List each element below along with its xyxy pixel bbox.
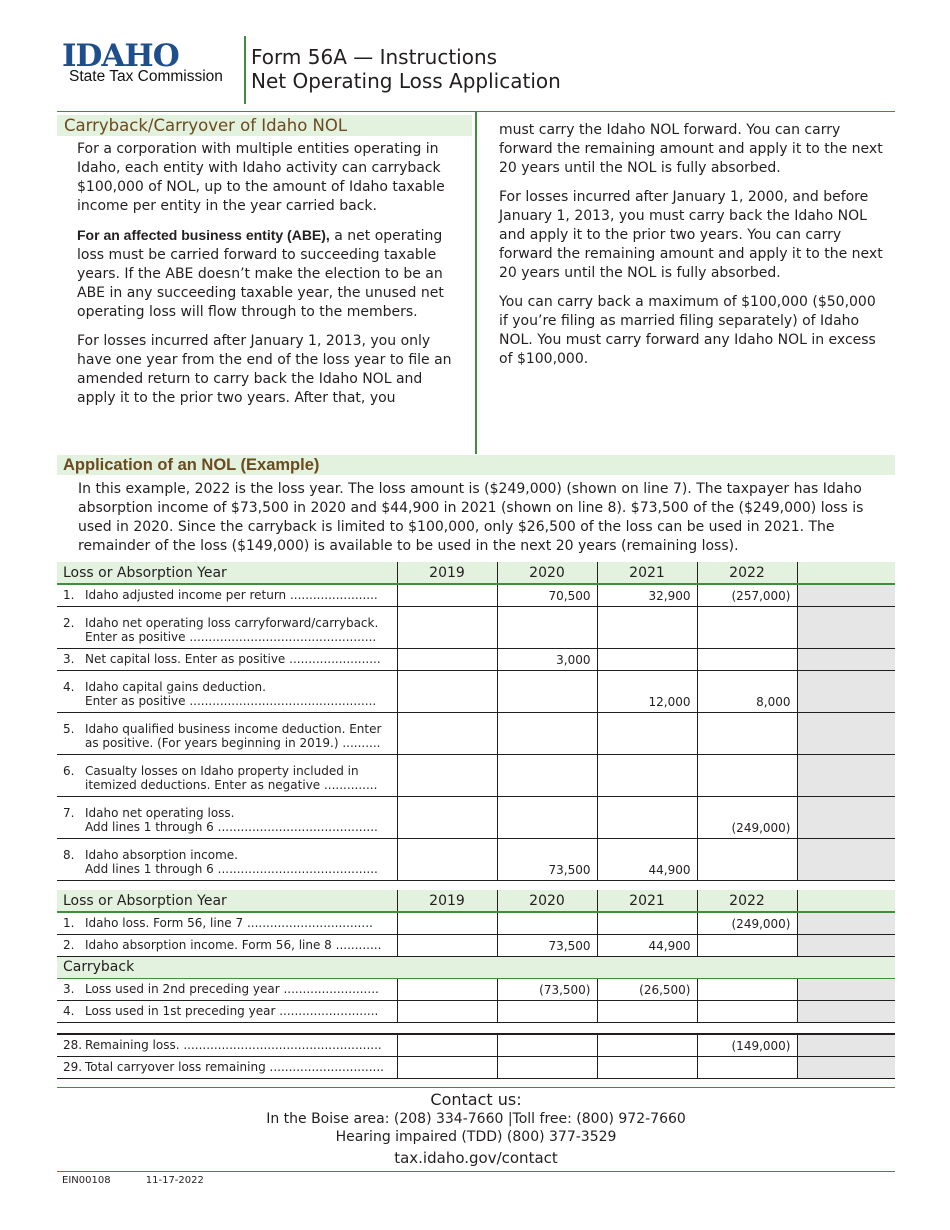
row-label-text: Idaho net operating loss carryforward/carryback. bbox=[85, 615, 379, 630]
row-label bbox=[57, 1000, 397, 1022]
row-label-text: Idaho adjusted income per return ....................... bbox=[85, 587, 378, 602]
amount-cell bbox=[497, 796, 597, 838]
right-column-text bbox=[499, 121, 884, 379]
row-label-text: Idaho qualified business income deduction. Enter bbox=[85, 721, 382, 736]
amount-cell bbox=[597, 912, 697, 934]
amount-cell bbox=[397, 754, 497, 796]
line-number: 4. bbox=[63, 1003, 75, 1018]
row-label bbox=[57, 606, 397, 648]
amount-cell bbox=[597, 712, 697, 754]
logo-wordmark: IDAHO bbox=[62, 38, 179, 74]
column-header-year-label: Loss or Absorption Year bbox=[57, 890, 397, 912]
amount-cell bbox=[397, 712, 497, 754]
row-label-text: Idaho net operating loss. bbox=[85, 805, 235, 820]
row-label-text: Casualty losses on Idaho property included in bbox=[85, 763, 359, 778]
row-label bbox=[57, 670, 397, 712]
table-row bbox=[57, 1056, 895, 1078]
row-label-text: Idaho loss. Form 56, line 7 ................................. bbox=[85, 915, 373, 930]
amount-cell bbox=[697, 712, 797, 754]
contact-block bbox=[57, 1090, 895, 1167]
revision-date: 11-17-2022 bbox=[145, 1175, 204, 1186]
table-row bbox=[57, 754, 895, 796]
line-number: 3. bbox=[63, 651, 75, 666]
amount-cell: 8,000 bbox=[697, 670, 797, 712]
paragraph-after-2013: For losses incurred after January 1, 2013, you only have one year from the end of the loss year to file an amended return to carry back the Idaho NOL and apply it to the prior two years. After that, you bbox=[77, 333, 452, 406]
row-label-text: Enter as positive ................................................. bbox=[85, 693, 377, 708]
row-label-text: Idaho capital gains deduction. bbox=[85, 679, 266, 694]
amount-cell bbox=[397, 978, 497, 1000]
row-label bbox=[57, 978, 397, 1000]
amount-cell bbox=[597, 1000, 697, 1022]
row-label bbox=[57, 648, 397, 670]
left-column-text bbox=[77, 140, 457, 418]
amount-cell bbox=[497, 1034, 597, 1056]
amount-cell bbox=[397, 934, 497, 956]
amount-cell bbox=[397, 606, 497, 648]
column-header-year: 2019 bbox=[397, 562, 497, 584]
shaded-cell bbox=[797, 934, 895, 956]
row-label-text: Idaho absorption income. Form 56, line 8 ............ bbox=[85, 937, 382, 952]
table-row bbox=[57, 838, 895, 880]
amount-cell bbox=[597, 1056, 697, 1078]
example-paragraph: In this example, 2022 is the loss year. The loss amount is ($249,000) (shown on line 7). The taxpayer has Idaho absorption income of $73,500 in 2020 and $44,900 in 2021 (shown on line 8). $73,500 of the ($249,000) loss is used in 2020. Since the carryback is limited to $100,000, only $26,500 of the loss can be used in 2021. The remainder of the loss ($149,000) is available to be used in the next 20 years (remaining loss). bbox=[78, 481, 864, 554]
row-label-text: Net capital loss. Enter as positive ........................ bbox=[85, 651, 381, 666]
row-label-text: Remaining loss. .................................................... bbox=[85, 1037, 382, 1052]
amount-cell: 44,900 bbox=[597, 838, 697, 880]
abe-text: a net operating loss must be carried forward to succeeding taxable years. If the ABE doesn’t make the election to be an ABE in any succeeding taxable year, the unused net operating loss will flow through to the members. bbox=[77, 228, 444, 320]
amount-cell bbox=[597, 796, 697, 838]
table-header-row bbox=[57, 890, 895, 912]
row-label bbox=[57, 838, 397, 880]
form-title: Form 56A — Instructions bbox=[251, 45, 498, 69]
contact-phone-line: In the Boise area: (208) 334-7660 |Toll free: (800) 972-7660 bbox=[266, 1111, 686, 1127]
line-number: 5. bbox=[63, 721, 75, 736]
line-number: 28. bbox=[63, 1037, 83, 1052]
contact-link[interactable]: tax.idaho.gov/contact bbox=[394, 1149, 558, 1167]
row-label bbox=[57, 934, 397, 956]
amount-cell bbox=[597, 606, 697, 648]
amount-cell bbox=[397, 584, 497, 606]
amount-cell: (249,000) bbox=[697, 912, 797, 934]
amount-cell bbox=[697, 934, 797, 956]
amount-cell bbox=[697, 838, 797, 880]
page-header bbox=[57, 36, 895, 104]
row-label-text: Total carryover loss remaining .............................. bbox=[85, 1059, 384, 1074]
amount-cell: 3,000 bbox=[497, 648, 597, 670]
amount-cell bbox=[697, 648, 797, 670]
row-label bbox=[57, 796, 397, 838]
row-label-text: Loss used in 2nd preceding year ......................... bbox=[85, 981, 379, 996]
amount-cell: 73,500 bbox=[497, 838, 597, 880]
nol-worksheet-table bbox=[57, 562, 895, 881]
amount-cell bbox=[497, 670, 597, 712]
amount-cell bbox=[397, 648, 497, 670]
shaded-cell bbox=[797, 838, 895, 880]
amount-cell bbox=[397, 670, 497, 712]
amount-cell: 44,900 bbox=[597, 934, 697, 956]
amount-cell bbox=[397, 1034, 497, 1056]
amount-cell bbox=[697, 1056, 797, 1078]
row-label bbox=[57, 712, 397, 754]
row-label-text: Add lines 1 through 6 .......................................... bbox=[85, 819, 378, 834]
column-header-year: 2021 bbox=[597, 890, 697, 912]
amount-cell: 32,900 bbox=[597, 584, 697, 606]
shaded-cell bbox=[797, 584, 895, 606]
table-row bbox=[57, 912, 895, 934]
shaded-cell bbox=[797, 648, 895, 670]
line-number: 6. bbox=[63, 763, 75, 778]
shaded-cell bbox=[797, 1034, 895, 1056]
row-label bbox=[57, 1056, 397, 1078]
column-header-year: 2022 bbox=[697, 890, 797, 912]
shaded-cell bbox=[797, 1056, 895, 1078]
line-number: 3. bbox=[63, 981, 75, 996]
shaded-cell bbox=[797, 978, 895, 1000]
amount-cell: (257,000) bbox=[697, 584, 797, 606]
amount-cell bbox=[697, 754, 797, 796]
table-row bbox=[57, 1000, 895, 1022]
table-row bbox=[57, 670, 895, 712]
line-number: 1. bbox=[63, 915, 75, 930]
footer-divider-bottom bbox=[57, 1171, 895, 1172]
table-row bbox=[57, 584, 895, 606]
table-row bbox=[57, 606, 895, 648]
amount-cell bbox=[697, 978, 797, 1000]
amount-cell bbox=[397, 796, 497, 838]
column-header-year: 2020 bbox=[497, 562, 597, 584]
form-code: EIN00108 bbox=[62, 1175, 111, 1186]
amount-cell bbox=[497, 712, 597, 754]
logo-subtitle: State Tax Commission bbox=[69, 68, 223, 85]
column-header-blank bbox=[797, 562, 895, 584]
shaded-cell bbox=[797, 754, 895, 796]
row-label bbox=[57, 912, 397, 934]
amount-cell bbox=[697, 606, 797, 648]
form-subtitle: Net Operating Loss Application bbox=[251, 69, 561, 93]
amount-cell bbox=[697, 1000, 797, 1022]
amount-cell: 73,500 bbox=[497, 934, 597, 956]
column-divider bbox=[475, 112, 477, 454]
column-header-year: 2020 bbox=[497, 890, 597, 912]
amount-cell bbox=[597, 1034, 697, 1056]
amount-cell bbox=[397, 838, 497, 880]
amount-cell bbox=[497, 1000, 597, 1022]
line-number: 2. bbox=[63, 615, 75, 630]
row-label bbox=[57, 1034, 397, 1056]
amount-cell: 12,000 bbox=[597, 670, 697, 712]
row-label-text: Enter as positive ................................................. bbox=[85, 629, 377, 644]
shaded-cell bbox=[797, 712, 895, 754]
line-number: 4. bbox=[63, 679, 75, 694]
row-label-text: as positive. (For years beginning in 2019.) .......... bbox=[85, 735, 381, 750]
shaded-cell bbox=[797, 606, 895, 648]
line-number: 29. bbox=[63, 1059, 83, 1074]
row-label-text: Add lines 1 through 6 .......................................... bbox=[85, 861, 378, 876]
amount-cell bbox=[397, 912, 497, 934]
paragraph-abe bbox=[77, 226, 457, 322]
shaded-cell bbox=[797, 670, 895, 712]
contact-tdd-line: Hearing impaired (TDD) (800) 377-3529 bbox=[335, 1129, 617, 1145]
row-label bbox=[57, 754, 397, 796]
amount-cell: (26,500) bbox=[597, 978, 697, 1000]
amount-cell bbox=[497, 912, 597, 934]
section-heading-carryback: Carryback/Carryover of Idaho NOL bbox=[57, 115, 472, 136]
table-row bbox=[57, 712, 895, 754]
footer-codes bbox=[62, 1175, 236, 1186]
paragraph-max-carryback: You can carry back a maximum of $100,000 ($50,000 if you’re filing as married filing separately) of Idaho NOL. You must carry forward any Idaho NOL in excess of $100,000. bbox=[499, 294, 876, 367]
table-row bbox=[57, 796, 895, 838]
row-label-text: itemized deductions. Enter as negative .............. bbox=[85, 777, 378, 792]
amount-cell bbox=[597, 754, 697, 796]
footer-divider-top bbox=[57, 1087, 895, 1088]
line-number: 8. bbox=[63, 847, 75, 862]
contact-title: Contact us: bbox=[430, 1090, 522, 1109]
table-row bbox=[57, 934, 895, 956]
line-number: 2. bbox=[63, 937, 75, 952]
column-header-year: 2019 bbox=[397, 890, 497, 912]
idaho-tax-commission-logo bbox=[62, 36, 242, 96]
row-label-text: Idaho absorption income. bbox=[85, 847, 238, 862]
column-header-year: 2021 bbox=[597, 562, 697, 584]
amount-cell: 70,500 bbox=[497, 584, 597, 606]
carryback-subheader-row bbox=[57, 956, 895, 978]
row-label-text: Loss used in 1st preceding year .......................... bbox=[85, 1003, 379, 1018]
table-row bbox=[57, 978, 895, 1000]
table-row bbox=[57, 1034, 895, 1056]
carryback-subheader: Carryback bbox=[57, 956, 895, 978]
amount-cell bbox=[497, 606, 597, 648]
amount-cell bbox=[397, 1056, 497, 1078]
section-heading-example: Application of an NOL (Example) bbox=[57, 455, 895, 475]
shaded-cell bbox=[797, 912, 895, 934]
paragraph-carry-forward: must carry the Idaho NOL forward. You can carry forward the remaining amount and apply it to the next 20 years until the NOL is fully absorbed. bbox=[499, 122, 883, 176]
amount-cell bbox=[497, 754, 597, 796]
nol-application-table bbox=[57, 890, 895, 1079]
table-header-row bbox=[57, 562, 895, 584]
amount-cell: (73,500) bbox=[497, 978, 597, 1000]
gap-cell bbox=[57, 1022, 895, 1034]
header-divider bbox=[244, 36, 246, 104]
amount-cell bbox=[497, 1056, 597, 1078]
row-label bbox=[57, 584, 397, 606]
line-number: 7. bbox=[63, 805, 75, 820]
shaded-cell bbox=[797, 1000, 895, 1022]
amount-cell bbox=[597, 648, 697, 670]
column-header-blank bbox=[797, 890, 895, 912]
paragraph-multiple-entities: For a corporation with multiple entities operating in Idaho, each entity with Idaho activity can carryback $100,000 of NOL, up to the amount of Idaho taxable income per entity in the year carried back. bbox=[77, 141, 445, 214]
row-gap bbox=[57, 1022, 895, 1034]
amount-cell: (249,000) bbox=[697, 796, 797, 838]
paragraph-2000-2013: For losses incurred after January 1, 2000, and before January 1, 2013, you must carry back the Idaho NOL and apply it to the prior two years. You can carry forward the remaining amount and apply it to the next 20 years until the NOL is fully absorbed. bbox=[499, 189, 883, 281]
amount-cell bbox=[397, 1000, 497, 1022]
table-row bbox=[57, 648, 895, 670]
column-header-year-label: Loss or Absorption Year bbox=[57, 562, 397, 584]
shaded-cell bbox=[797, 796, 895, 838]
amount-cell: (149,000) bbox=[697, 1034, 797, 1056]
column-header-year: 2022 bbox=[697, 562, 797, 584]
abe-lead: For an affected business entity (ABE), bbox=[77, 227, 330, 243]
line-number: 1. bbox=[63, 587, 75, 602]
